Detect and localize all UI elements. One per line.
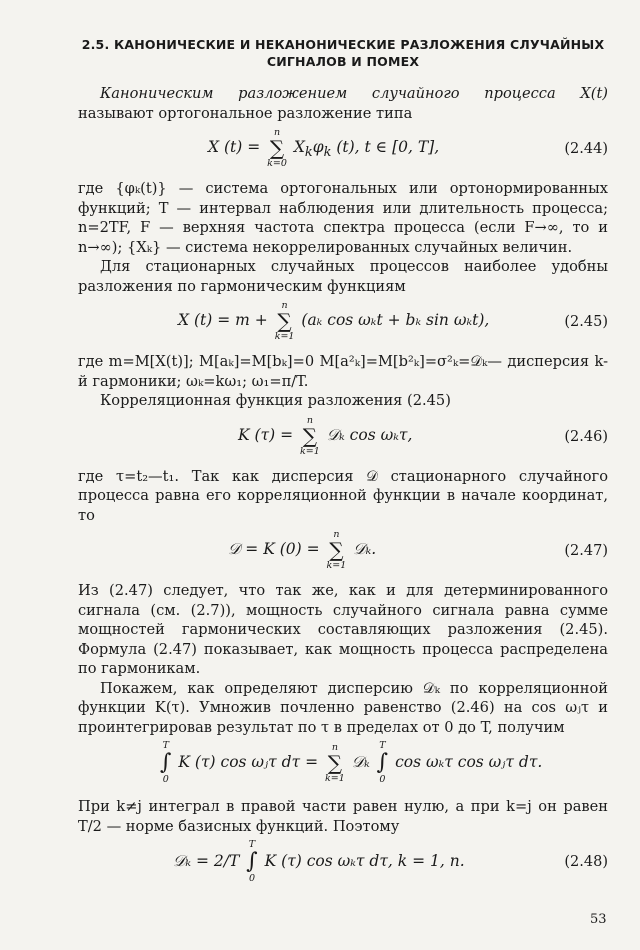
sum-symbol: n ∑ k=0 [267,127,287,169]
paragraph-stationary: Для стационарных случайных процессов наиболее удобны разложения по гармоническим функциям [78,258,608,295]
int-upper: T [162,740,169,751]
equation-2-48 [78,840,608,894]
sum-symbol: n ∑ k=1 [326,529,347,571]
integral-symbol: T ∫ 0 [160,740,172,785]
intro-rest: называют ортогональное разложение типа [78,104,413,122]
eq-int-lhs: K (τ) cos ωⱼτ dτ = [178,753,319,771]
section-title-line1: 2.5. КАНОНИЧЕСКИЕ И НЕКАНОНИЧЕСКИЕ РАЗЛОЖЕНИЯ СЛУЧАЙНЫХ [81,37,605,52]
eq-2-46-expr [238,415,412,457]
sum-lower: k=0 [267,158,287,169]
equation-2-46 [78,415,608,465]
sum-upper: n [333,529,340,540]
eq-2-44-number: (2.44) [564,141,608,157]
sum-lower: k=1 [325,773,345,784]
sum-upper: n [281,300,288,311]
equation-2-44 [78,127,608,177]
eq-2-47-number: (2.47) [564,543,608,559]
eq-2-44-rhs: X [293,138,305,156]
eq-2-44-lhs: X (t) = [208,138,261,156]
eq-2-47-rhs: 𝒟ₖ. [353,540,377,558]
paragraph-orthogonality: При k≠j интеграл в правой части равен нулю, а при k=j он равен T/2 — норме базисных функций. Поэтому [78,798,608,835]
equation-integral [78,741,608,795]
eq-int-rhs: cos ωₖτ cos ωⱼτ dτ. [395,753,543,771]
paragraph-power: Из (2.47) следует, что так же, как и для детерминированного сигнала (см. (2.7)), мощность случайного сигнала равна сумме мощностей гармонических составляющих разложения (2.45). Формула (2.47) показывает, как мощность процесса распределена по гармоникам. [78,582,608,677]
integral-symbol: T ∫ 0 [246,839,258,884]
eq-int-expr [158,741,542,785]
sum-lower: k=1 [300,445,320,457]
paragraph-tau: где τ=t₂—t₁. Так как дисперсия 𝒟 стационарного случайного процесса равна его корреляционной функции в начале координат, то [78,467,608,524]
paragraph-intro [78,84,608,123]
eq-2-44-expr [208,127,439,169]
eq-2-46-lhs: K (τ) = [238,425,294,444]
eq-2-45-expr [178,300,489,342]
section-title [78,36,608,70]
equation-2-45 [78,300,608,350]
eq-2-44-rhs-sub: k [304,145,313,161]
paragraph-definitions: где {φₖ(t)} — система ортогональных или ортонормированных функций; T — интервал наблюдения или длительность процесса; n=2TF, F — верхняя частота спектра процесса (если F→∞, то и n→∞); {Xₖ} — система некоррелированных случайных величин. [78,180,608,256]
sum-upper: n [331,742,338,753]
int-upper: T [379,740,386,751]
eq-2-46-number: (2.46) [564,428,608,445]
eq-2-46-rhs: 𝒟ₖ cos ωₖτ, [326,425,413,444]
eq-2-44-rhs2: φ [312,138,324,156]
eq-2-48-rhs: K (τ) cos ωₖτ dτ, k = 1, n. [264,852,465,870]
eq-2-45-number: (2.45) [564,314,608,330]
sum-symbol: n ∑ k=1 [300,414,320,457]
sum-lower: k=1 [326,560,347,571]
eq-2-48-lhs: 𝒟ₖ = 2/T [173,852,240,870]
page-number: 53 [590,912,607,927]
eq-2-44-rhs3: (t), t ∈ [0, T], [336,138,440,156]
paragraph-variance: где m=M[X(t)]; M[aₖ]=M[bₖ]=0 M[a²ₖ]=M[b²ₖ]=σ²ₖ=𝒟ₖ— дисперсия k-й гармоники; ωₖ=kω₁; ω₁=π/T. [78,353,608,390]
eq-2-47-expr [228,529,376,571]
eq-2-48-number: (2.48) [564,854,608,870]
page-content [78,36,608,896]
integral-symbol: T ∫ 0 [376,740,389,785]
int-lower: 0 [248,873,255,884]
eq-2-45-lhs: X (t) = m + [178,311,268,329]
sum-symbol: n ∑ k=1 [325,742,345,784]
int-lower: 0 [379,774,386,785]
paragraph-correlation: Корреляционная функция разложения (2.45) [100,392,451,409]
eq-2-45-rhs: (aₖ cos ωₖt + bₖ sin ωₖt), [301,311,490,329]
eq-2-47-lhs: 𝒟 = K (0) = [228,540,320,558]
eq-2-44-rhs2-sub: k [323,145,332,161]
sum-lower: k=1 [274,331,295,342]
section-title-line2: СИГНАЛОВ И ПОМЕХ [266,54,420,69]
paragraph-show: Покажем, как определяют дисперсию 𝒟ₖ по корреляционной функции K(τ). Умножив почленно равенство (2.46) на cos ωⱼτ и проинтегрировав результат по τ в пределах от 0 до T, получим [78,679,608,736]
equation-2-47 [78,529,608,579]
intro-italic: Каноническим разложением случайного процесса [100,85,556,102]
intro-variable: X(t) [580,85,609,102]
sum-upper: n [273,127,281,138]
int-lower: 0 [162,774,169,785]
sum-symbol: n ∑ k=1 [274,300,295,342]
eq-2-48-expr [173,840,465,884]
int-upper: T [248,839,256,850]
sum-upper: n [306,414,313,426]
eq-int-mid: 𝒟ₖ [351,753,370,771]
